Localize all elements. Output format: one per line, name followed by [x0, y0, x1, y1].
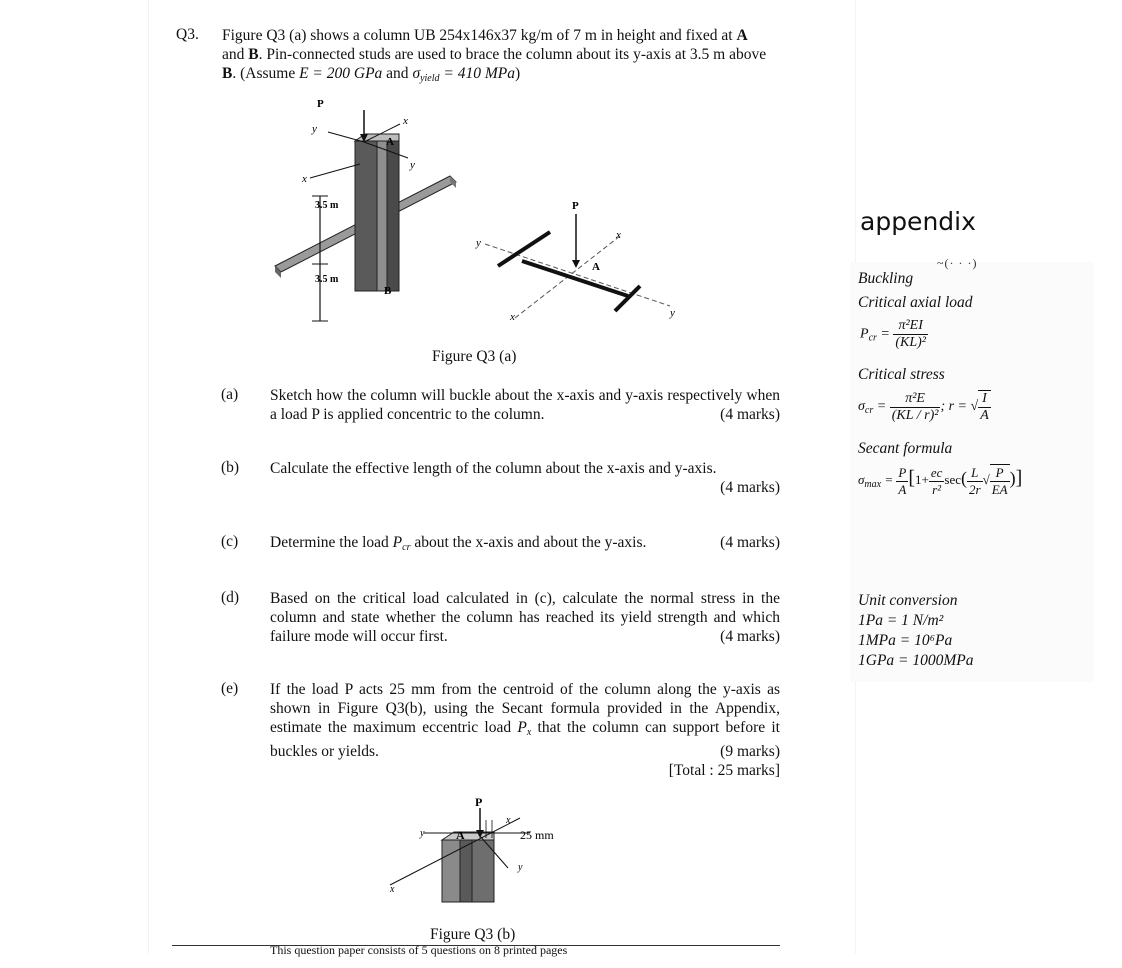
pcr-numerator: π²EI	[893, 318, 928, 335]
sec-p-over-ea	[990, 464, 1010, 498]
label-y: y	[670, 307, 675, 319]
dimension-25mm: 25 mm	[520, 828, 554, 842]
part-a-label: (a)	[221, 386, 239, 403]
sec-l: L	[967, 465, 983, 482]
intro-point-b: B	[248, 46, 259, 63]
label-p: P	[572, 200, 579, 212]
label-b: B	[384, 285, 392, 297]
r-numerator: I	[978, 391, 991, 408]
formula-secant: $\sigma_{max}$ = $\frac{P}{A}$ [1+ $\frac{ec}{\text{r²}}$ sec( $\frac{L}{2r}$ √ $\frac{P}{EA}$ )]	[858, 464, 1023, 497]
scr-numerator: π²E	[890, 391, 941, 408]
part-a-body: Sketch how the column will buckle about the x-axis and y-axis respectively when a load P is applied concentric to the column.	[270, 387, 780, 423]
intro-text: )	[515, 65, 521, 82]
figure-q3b	[380, 790, 580, 920]
intro-text: . Pin-connected studs are used to brace the column about its y-axis at 3.5 m above	[258, 46, 767, 63]
intro-text: . (Assume	[232, 65, 300, 82]
sec-p-over-a	[896, 465, 908, 498]
formula-pcr: $P_{cr}$ = $\frac{\text{π²EI}}{\text{(KL)²}}$	[860, 318, 927, 350]
sec-a: A	[898, 481, 907, 497]
r-equation: ; r =	[940, 399, 967, 415]
sec-p: P	[898, 464, 907, 480]
pcr-symbol: P	[860, 326, 869, 342]
part-b-marks: (4 marks)	[720, 479, 780, 496]
label-x: x	[616, 229, 621, 241]
figure-q3b-caption: Figure Q3 (b)	[430, 926, 516, 943]
part-c-body: about the x-axis and about the y-axis.	[410, 534, 647, 551]
intro-point-b: B	[222, 65, 233, 82]
label-a: A	[386, 136, 394, 148]
sec-word: sec	[944, 471, 961, 487]
label-y: y	[518, 862, 523, 873]
part-e-symbol: P	[517, 719, 527, 736]
label-y: y	[476, 237, 481, 249]
footer-cutoff	[270, 943, 630, 957]
part-e-body: If the load P acts 25 mm from the centroid of the column along the y-axis as shown in Figure Q3(b), using the Secant formula provided in the Appendix, estimate the maximum eccentric load	[270, 681, 780, 736]
sec-one: 1+	[915, 471, 929, 487]
label-a: A	[592, 261, 600, 273]
appendix-title: appendix	[860, 207, 976, 236]
label-x: x	[403, 115, 408, 127]
label-y: y	[410, 159, 415, 171]
part-d-marks: (4 marks)	[720, 628, 780, 645]
part-e-marks: (9 marks)	[720, 743, 780, 760]
sec-p2: P	[990, 465, 1010, 482]
label-y: y	[312, 123, 317, 135]
part-b-body: Calculate the effective length of the column about the x-axis and y-axis.	[270, 460, 717, 477]
part-b-text	[270, 459, 780, 497]
part-d-label: (d)	[221, 589, 240, 606]
part-c-subscript: cr	[402, 542, 411, 553]
footer-text: This question paper consists of 5 questions on 8 printed pages	[270, 943, 568, 957]
unit-conversion-2: 1MPa = 10⁶Pa	[858, 632, 953, 649]
sec-r2: r²	[932, 481, 942, 497]
unit-conversion-title: Unit conversion	[858, 592, 958, 609]
total-marks: [Total : 25 marks]	[668, 762, 780, 779]
sec-subscript: max	[864, 478, 882, 490]
sec-ec: ec	[930, 464, 943, 480]
assume-sigma: σ	[412, 65, 421, 82]
sec-2r: 2r	[969, 481, 981, 497]
part-e-label: (e)	[221, 680, 239, 697]
label-a: A	[456, 828, 465, 842]
part-c-body: Determine the load	[270, 534, 393, 551]
intro-text: and	[222, 46, 249, 63]
label-x: x	[390, 884, 395, 895]
sec-ec-over-r2	[929, 465, 945, 498]
label-p: P	[317, 98, 324, 110]
part-d-body: Based on the critical load calculated in (c), calculate the normal stress in the column and state whether the column has reached its yield strength and which failure mode will occur first.	[270, 590, 780, 645]
label-x: x	[506, 815, 511, 826]
part-b-label: (b)	[221, 459, 240, 476]
part-c-text	[270, 533, 780, 557]
assume-sigma-value: = 410 MPa	[439, 65, 515, 82]
figure-q3a-caption: Figure Q3 (a)	[432, 348, 517, 365]
dimension-bottom: 3.5 m	[315, 274, 339, 285]
scan-edge	[148, 0, 149, 954]
part-a-text	[270, 386, 780, 424]
part-c-marks: (4 marks)	[720, 534, 780, 551]
column-drawing	[275, 98, 456, 321]
part-e-text	[270, 680, 780, 780]
r-fraction	[978, 390, 991, 424]
appendix-scan-noise: ~(· · ·)	[937, 256, 978, 270]
scr-subscript: cr	[864, 405, 874, 417]
pcr-denominator: (KL)²	[895, 335, 927, 350]
part-d-text	[270, 589, 780, 646]
pcr-subscript: cr	[868, 332, 877, 344]
unit-conversion-3: 1GPa = 1000MPa	[858, 652, 974, 669]
label-y: y	[420, 828, 425, 839]
part-c-symbol: P	[392, 534, 403, 551]
appendix-buckling: Buckling	[858, 270, 914, 287]
sec-l-over-2r	[967, 465, 983, 498]
sec-symbol: σ	[858, 471, 865, 487]
part-c-label: (c)	[221, 533, 239, 550]
part-e-subscript: x	[526, 727, 532, 738]
question-intro	[222, 26, 782, 88]
intro-point-a: A	[736, 27, 748, 44]
pcr-fraction	[893, 318, 928, 351]
sec-ea: EA	[991, 482, 1008, 497]
intro-text: and	[382, 65, 413, 82]
assume-sigma-sub: yield	[420, 73, 440, 84]
label-p: P	[475, 795, 483, 809]
r-denominator: A	[980, 408, 989, 423]
appendix-secant-formula: Secant formula	[858, 440, 953, 457]
scr-denominator: (KL / r)²	[891, 407, 939, 423]
appendix-critical-axial-load: Critical axial load	[858, 294, 973, 311]
dimension-top: 3.5 m	[315, 200, 339, 211]
question-number: Q3.	[176, 26, 199, 43]
formula-sigma-cr: $\sigma_{cr}$ = $\frac{\text{π²E}}{\text{(KL / r)²}}$ ; r = √ $\frac{I}{A}$	[858, 390, 989, 423]
scr-fraction	[890, 391, 941, 424]
assume-e: E = 200 GPa	[299, 65, 383, 82]
scr-symbol: σ	[858, 399, 865, 415]
plan-view-drawing	[475, 200, 675, 323]
intro-text: Figure Q3 (a) shows a column UB 254x146x37 kg/m of 7 m in height and fixed at	[222, 27, 737, 44]
part-a-marks: (4 marks)	[720, 406, 780, 423]
label-x: x	[302, 173, 307, 185]
part-e-body: that the column can support before it buckles or yields.	[270, 719, 780, 760]
label-x: x	[510, 311, 515, 323]
unit-conversion-1: 1Pa = 1 N/m²	[858, 612, 944, 629]
figure-q3a	[260, 96, 690, 336]
appendix-critical-stress: Critical stress	[858, 366, 945, 383]
